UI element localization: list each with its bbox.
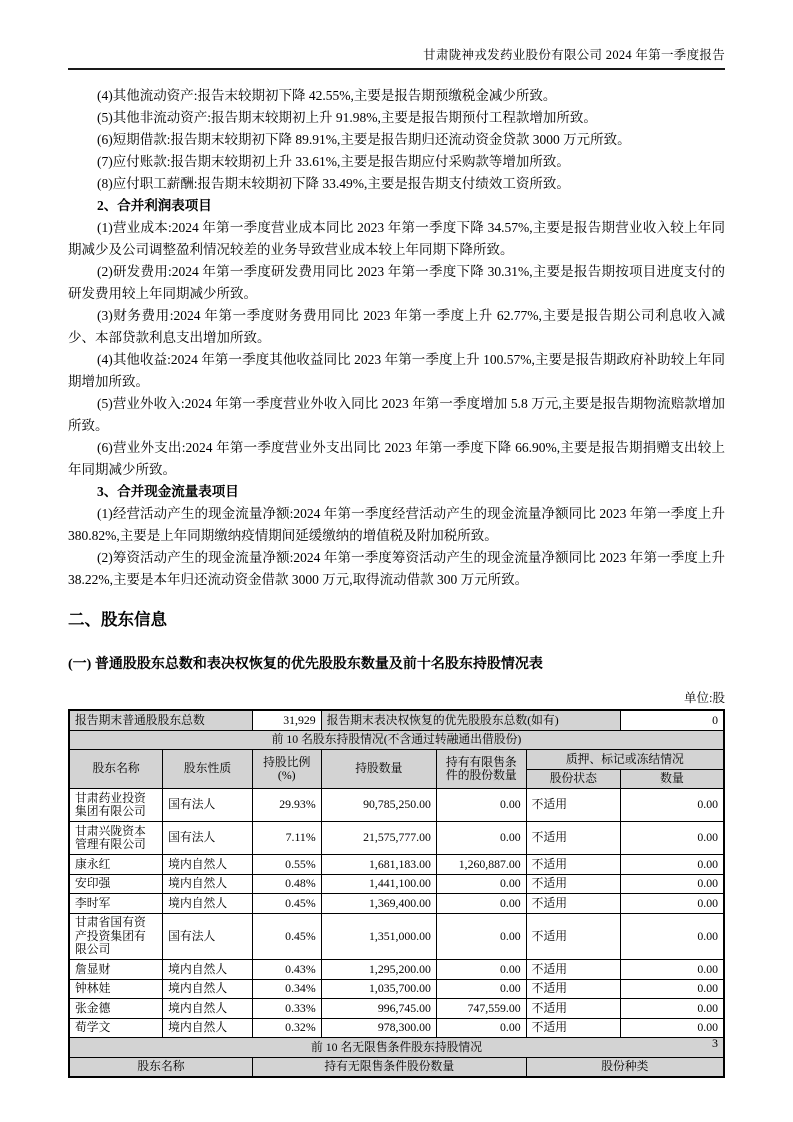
- shares-held: 1,035,700.00: [321, 979, 436, 999]
- unrestricted-caption: 前 10 名无限售条件股东持股情况: [69, 1038, 724, 1058]
- shareholder-row: [69, 1018, 724, 1038]
- restricted-shares: 1,260,887.00: [436, 855, 526, 875]
- top10-caption: 前 10 名股东持股情况(不含通过转融通出借股份): [69, 730, 724, 750]
- shareholder-name: 荀学文: [69, 1018, 163, 1038]
- paragraph: (2)研发费用:2024 年第一季度研发费用同比 2023 年第一季度下降 30.31%,主要是报告期按项目进度支付的研发费用较上年同期减少所致。: [68, 264, 725, 301]
- pledge-status: 不适用: [526, 1018, 620, 1038]
- restricted-shares: 0.00: [436, 979, 526, 999]
- shareholder-row: [69, 979, 724, 999]
- pledge-status: 不适用: [526, 855, 620, 875]
- shareholder-name: 张金德: [69, 999, 163, 1019]
- shareholding-ratio: 0.55%: [252, 855, 321, 875]
- shares-held: 1,295,200.00: [321, 960, 436, 980]
- shareholding-ratio: 0.43%: [252, 960, 321, 980]
- paragraph: (6)短期借款:报告期末较期初下降 89.91%,主要是报告期归还流动资金贷款 3000 万元所致。: [97, 132, 631, 147]
- shareholder-nature: 境内自然人: [163, 999, 253, 1019]
- numbered-subheading: 2、合并利润表项目: [97, 198, 212, 213]
- paragraph: (5)营业外收入:2024 年第一季度营业外收入同比 2023 年第一季度增加 5.8 万元,主要是报告期物流赔款增加所致。: [68, 396, 725, 433]
- paragraph: (5)其他非流动资产:报告期末较期初上升 91.98%,主要是报告期预付工程款增加所致。: [97, 110, 597, 125]
- pledge-status: 不适用: [526, 874, 620, 894]
- shareholding-ratio: 0.34%: [252, 979, 321, 999]
- shares-held: 21,575,777.00: [321, 822, 436, 855]
- pledge-status: 不适用: [526, 999, 620, 1019]
- pledge-status: 不适用: [526, 894, 620, 914]
- shareholding-ratio: 29.93%: [252, 789, 321, 822]
- shareholder-name: 康永红: [69, 855, 163, 875]
- pledge-amount: 0.00: [620, 960, 724, 980]
- col-header-pledge-amount: 数量: [620, 769, 724, 789]
- col-header-shareholder-nature: 股东性质: [163, 750, 253, 789]
- preferred-shareholders-value: 0: [620, 710, 724, 730]
- shareholding-ratio: 0.33%: [252, 999, 321, 1019]
- shares-held: 1,681,183.00: [321, 855, 436, 875]
- bottom-header-unrestricted-shares: 持有无限售条件股份数量: [252, 1057, 526, 1077]
- col-header-shares-held: 持股数量: [321, 750, 436, 789]
- pledge-status: 不适用: [526, 979, 620, 999]
- shareholder-nature: 国有法人: [163, 822, 253, 855]
- paragraph: (1)营业成本:2024 年第一季度营业成本同比 2023 年第一季度下降 34.57%,主要是报告期营业收入较上年同期减少及公司调整盈利情况较差的业务导致营业成本较上年同期下降所致。: [68, 220, 725, 257]
- restricted-shares: 0.00: [436, 894, 526, 914]
- shareholder-name: 李时军: [69, 894, 163, 914]
- shareholder-row: [69, 789, 724, 822]
- shareholder-nature: 境内自然人: [163, 979, 253, 999]
- pledge-status: 不适用: [526, 960, 620, 980]
- pledge-status: 不适用: [526, 822, 620, 855]
- pledge-amount: 0.00: [620, 913, 724, 960]
- unit-label: 单位:股: [684, 691, 725, 705]
- page-content: [68, 0, 725, 1078]
- shareholder-nature: 境内自然人: [163, 960, 253, 980]
- top10-caption-row: [69, 730, 724, 750]
- bottom-caption-row: [69, 1038, 724, 1058]
- pledge-status: 不适用: [526, 789, 620, 822]
- shareholding-ratio: 0.32%: [252, 1018, 321, 1038]
- ratio-header-line2: (%): [277, 768, 296, 782]
- restricted-shares: 0.00: [436, 822, 526, 855]
- header-divider: [68, 68, 725, 70]
- shareholding-ratio: 0.45%: [252, 894, 321, 914]
- shareholder-nature: 国有法人: [163, 913, 253, 960]
- shareholder-row: [69, 874, 724, 894]
- pledge-amount: 0.00: [620, 822, 724, 855]
- bottom-header-share-type: 股份种类: [526, 1057, 724, 1077]
- paragraph: (4)其他收益:2024 年第一季度其他收益同比 2023 年第一季度上升 100.57%,主要是报告期政府补助较上年同期增加所致。: [68, 352, 725, 389]
- shareholder-name: 钟林娃: [69, 979, 163, 999]
- shareholder-name: 安印强: [69, 874, 163, 894]
- shares-held: 996,745.00: [321, 999, 436, 1019]
- shareholder-name: 詹显财: [69, 960, 163, 980]
- report-header-title: 甘肃陇神戎发药业股份有限公司 2024 年第一季度报告: [423, 48, 725, 62]
- paragraph: (2)筹资活动产生的现金流量净额:2024 年第一季度筹资活动产生的现金流量净额同比 2023 年第一季度上升 38.22%,主要是本年归还流动资金借款 3000 万元,取得流动借款 300 万元所致。: [68, 550, 725, 587]
- bottom-header-row: [69, 1057, 724, 1077]
- shareholder-nature: 境内自然人: [163, 1018, 253, 1038]
- shareholding-ratio: 0.45%: [252, 913, 321, 960]
- shares-held: 978,300.00: [321, 1018, 436, 1038]
- shareholder-name: 甘肃兴陇资本管理有限公司: [69, 822, 163, 855]
- paragraph: (1)经营活动产生的现金流量净额:2024 年第一季度经营活动产生的现金流量净额同比 2023 年第一季度上升 380.82%,主要是上年同期缴纳疫情期间延缓缴纳的增值税及附加税所致。: [68, 506, 725, 543]
- pledge-amount: 0.00: [620, 999, 724, 1019]
- restricted-shares: 0.00: [436, 1018, 526, 1038]
- shareholder-nature: 境内自然人: [163, 874, 253, 894]
- shareholder-nature: 境内自然人: [163, 894, 253, 914]
- numbered-subheading: 3、合并现金流量表项目: [97, 484, 239, 499]
- shareholder-name: 甘肃省国有资产投资集团有限公司: [69, 913, 163, 960]
- ratio-header-line1: 持股比例: [263, 754, 311, 769]
- pledge-amount: 0.00: [620, 1018, 724, 1038]
- common-shareholders-label: 报告期末普通股股东总数: [69, 710, 252, 730]
- page-number: 3: [712, 1036, 718, 1050]
- shares-held: 1,351,000.00: [321, 913, 436, 960]
- shareholder-row: [69, 999, 724, 1019]
- paragraph: (8)应付职工薪酬:报告期末较期初下降 33.49%,主要是报告期支付绩效工资所致。: [97, 176, 570, 191]
- body-paragraphs: [68, 85, 725, 591]
- shares-held: 1,369,400.00: [321, 894, 436, 914]
- shareholder-row: [69, 913, 724, 960]
- restricted-shares: 0.00: [436, 913, 526, 960]
- shareholder-row: [69, 855, 724, 875]
- shareholder-nature: 境内自然人: [163, 855, 253, 875]
- pledge-amount: 0.00: [620, 789, 724, 822]
- subsection-heading-top10-table: (一) 普通股股东总数和表决权恢复的优先股股东数量及前十名股东持股情况表: [68, 657, 543, 672]
- shares-held: 90,785,250.00: [321, 789, 436, 822]
- pledge-status: 不适用: [526, 913, 620, 960]
- shareholder-row: [69, 822, 724, 855]
- shareholder-row: [69, 960, 724, 980]
- restricted-shares: 0.00: [436, 789, 526, 822]
- report-header: [68, 0, 725, 63]
- pledge-amount: 0.00: [620, 855, 724, 875]
- shareholding-ratio: 7.11%: [252, 822, 321, 855]
- restricted-shares: 0.00: [436, 960, 526, 980]
- section-heading-shareholder-info: 二、股东信息: [68, 610, 167, 629]
- shareholder-nature: 国有法人: [163, 789, 253, 822]
- shareholder-row: [69, 894, 724, 914]
- shareholder-name: 甘肃药业投资集团有限公司: [69, 789, 163, 822]
- col-header-restricted-shares: 持有有限售条件的股份数量: [436, 750, 526, 789]
- restricted-shares: 747,559.00: [436, 999, 526, 1019]
- column-header-row: [69, 750, 724, 770]
- paragraph: (3)财务费用:2024 年第一季度财务费用同比 2023 年第一季度上升 62.77%,主要是报告期公司利息收入减少、本部贷款利息支出增加所致。: [68, 308, 725, 345]
- paragraph: (7)应付账款:报告期末较期初上升 33.61%,主要是报告期应付采购款等增加所致。: [97, 154, 570, 169]
- summary-row: [69, 710, 724, 730]
- col-header-shareholder-name: 股东名称: [69, 750, 163, 789]
- shareholding-ratio: 0.48%: [252, 874, 321, 894]
- restricted-shares: 0.00: [436, 874, 526, 894]
- shares-held: 1,441,100.00: [321, 874, 436, 894]
- pledge-amount: 0.00: [620, 894, 724, 914]
- preferred-shareholders-label: 报告期末表决权恢复的优先股股东总数(如有): [321, 710, 620, 730]
- bottom-header-shareholder-name: 股东名称: [69, 1057, 252, 1077]
- col-header-pledge-status: 股份状态: [526, 769, 620, 789]
- shareholding-table: [68, 709, 725, 1078]
- pledge-amount: 0.00: [620, 979, 724, 999]
- paragraph: (6)营业外支出:2024 年第一季度营业外支出同比 2023 年第一季度下降 66.90%,主要是报告期捐赠支出较上年同期减少所致。: [68, 440, 725, 477]
- common-shareholders-value: 31,929: [252, 710, 321, 730]
- paragraph: (4)其他流动资产:报告末较期初下降 42.55%,主要是报告期预缴税金减少所致。: [97, 88, 557, 103]
- pledge-amount: 0.00: [620, 874, 724, 894]
- col-header-shareholding-ratio: [252, 750, 321, 789]
- col-header-pledge-group: 质押、标记或冻结情况: [526, 750, 724, 770]
